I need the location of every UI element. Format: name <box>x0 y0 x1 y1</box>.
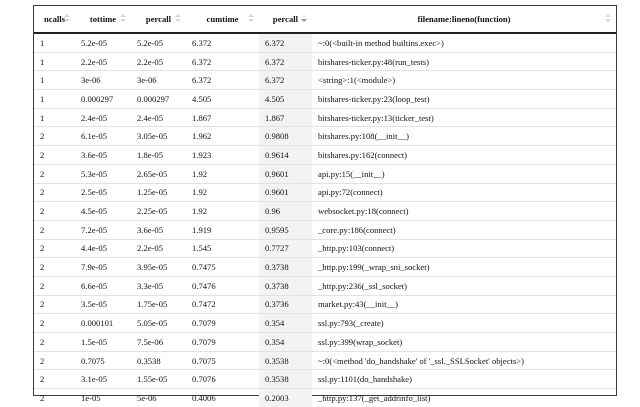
profile-stats-table-container <box>33 5 617 403</box>
table-row <box>34 258 616 277</box>
cell-percall-2: 0.3738 <box>259 276 312 295</box>
table-row <box>34 202 616 221</box>
cell-cumtime: 4.505 <box>186 90 259 109</box>
cell-tottime: 3e-06 <box>75 71 131 90</box>
cell-ncalls: 2 <box>34 276 75 295</box>
cell-percall-1: 1.55e-05 <box>131 370 186 389</box>
column-header-cumtime[interactable] <box>186 6 259 33</box>
cell-ncalls: 2 <box>34 295 75 314</box>
cell-filename: bitshares-ticker.py:23(loop_test) <box>312 90 616 109</box>
cell-cumtime: 1.92 <box>186 183 259 202</box>
cell-percall-2: 0.9614 <box>259 146 312 165</box>
column-header-label: cumtime <box>206 14 239 24</box>
cell-filename: market.py:43(__init__) <box>312 295 616 314</box>
cell-filename: websocket.py:18(connect) <box>312 202 616 221</box>
column-header-ncalls[interactable] <box>34 6 75 33</box>
cell-filename: bitshares.py:162(connect) <box>312 146 616 165</box>
cell-cumtime: 0.7075 <box>186 351 259 370</box>
cell-cumtime: 0.7079 <box>186 314 259 333</box>
cell-filename: _http.py:137(_get_addrinfo_list) <box>312 389 616 407</box>
column-header-percall-2[interactable] <box>259 6 312 33</box>
column-header-label: filename:lineno(function) <box>417 14 511 24</box>
cell-percall-2: 4.505 <box>259 90 312 109</box>
cell-cumtime: 1.92 <box>186 202 259 221</box>
sort-icon <box>248 14 254 24</box>
cell-percall-2: 0.3538 <box>259 351 312 370</box>
cell-cumtime: 1.923 <box>186 146 259 165</box>
cell-ncalls: 2 <box>34 389 75 407</box>
cell-ncalls: 2 <box>34 314 75 333</box>
cell-filename: bitshares.py:108(__init__) <box>312 127 616 146</box>
table-body <box>34 33 616 407</box>
cell-cumtime: 0.4006 <box>186 389 259 407</box>
cell-filename: api.py:72(connect) <box>312 183 616 202</box>
cell-tottime: 0.7075 <box>75 351 131 370</box>
cell-filename: <string>:1(<module>) <box>312 71 616 90</box>
cell-ncalls: 2 <box>34 220 75 239</box>
cell-percall-2: 0.354 <box>259 333 312 352</box>
cell-ncalls: 2 <box>34 333 75 352</box>
table-row <box>34 314 616 333</box>
cell-percall-1: 0.000297 <box>131 90 186 109</box>
cell-tottime: 2.4e-05 <box>75 108 131 127</box>
cell-ncalls: 2 <box>34 183 75 202</box>
cell-tottime: 2.2e-05 <box>75 52 131 71</box>
cell-tottime: 5.2e-05 <box>81 37 108 48</box>
cell-filename: ssl.py:793(_create) <box>312 314 616 333</box>
cell-ncalls: 2 <box>34 127 75 146</box>
cell-percall-2: 0.354 <box>259 314 312 333</box>
cell-cumtime: 1.92 <box>186 164 259 183</box>
cell-filename: ~:0(<built-in method builtins.exec>) <box>318 37 444 48</box>
cell-percall-2: 6.372 <box>259 33 312 52</box>
cell-ncalls: 2 <box>34 164 75 183</box>
table-row <box>34 370 616 389</box>
cell-percall-1: 3.95e-05 <box>131 258 186 277</box>
cell-ncalls: 2 <box>34 258 75 277</box>
cell-cumtime: 0.7076 <box>186 370 259 389</box>
sort-icon <box>64 14 70 24</box>
column-header-filename[interactable] <box>312 6 616 33</box>
cell-ncalls: 1 <box>34 90 75 109</box>
cell-ncalls: 1 <box>34 71 75 90</box>
cell-percall-1: 2.25e-05 <box>131 202 186 221</box>
cell-percall-2: 1.867 <box>259 108 312 127</box>
cell-percall-1: 1.8e-05 <box>131 146 186 165</box>
cell-percall-1: 1.75e-05 <box>131 295 186 314</box>
cell-ncalls: 2 <box>34 202 75 221</box>
cell-tottime: 1.5e-05 <box>75 333 131 352</box>
column-header-label: percall <box>145 14 172 24</box>
table-row <box>34 389 616 407</box>
cell-tottime: 6.6e-05 <box>75 276 131 295</box>
cell-cumtime: 6.372 <box>192 37 212 48</box>
sort-icon <box>175 14 181 24</box>
cell-tottime: 3.5e-05 <box>75 295 131 314</box>
cell-percall-2: 0.3738 <box>259 258 312 277</box>
cell-cumtime: 1.545 <box>186 239 259 258</box>
cell-ncalls: 1 <box>34 108 75 127</box>
table-row <box>34 164 616 183</box>
table-row <box>34 127 616 146</box>
cell-filename: _http.py:199(_wrap_sni_socket) <box>312 258 616 277</box>
table-row <box>34 71 616 90</box>
cell-ncalls: 1 <box>40 37 45 48</box>
cell-percall-1: 2.65e-05 <box>131 164 186 183</box>
cell-cumtime: 0.7079 <box>186 333 259 352</box>
cell-cumtime: 6.372 <box>186 52 259 71</box>
header-row <box>34 6 616 33</box>
cell-tottime: 3.1e-05 <box>75 370 131 389</box>
table-row <box>34 108 616 127</box>
table-row <box>34 239 616 258</box>
cell-filename: bitshares-ticker.py:13(ticker_test) <box>312 108 616 127</box>
cell-percall-1: 3.6e-05 <box>131 220 186 239</box>
cell-tottime: 0.000297 <box>75 90 131 109</box>
cell-ncalls: 2 <box>34 370 75 389</box>
cell-cumtime: 0.7476 <box>186 276 259 295</box>
cell-percall-2: 0.9601 <box>259 164 312 183</box>
cell-tottime: 1e-05 <box>75 389 131 407</box>
cell-tottime: 7.9e-05 <box>75 258 131 277</box>
cell-filename: _http.py:103(connect) <box>312 239 616 258</box>
cell-ncalls: 1 <box>34 52 75 71</box>
cell-ncalls: 2 <box>34 146 75 165</box>
cell-percall-1: 2.2e-05 <box>131 239 186 258</box>
sort-icon <box>605 14 611 24</box>
cell-percall-1: 2.2e-05 <box>131 52 186 71</box>
column-header-label: ncalls <box>43 14 65 24</box>
cell-cumtime: 0.7472 <box>186 295 259 314</box>
cell-percall-1: 0.3538 <box>131 351 186 370</box>
cell-percall-1: 3.3e-05 <box>131 276 186 295</box>
cell-percall-1: 2.4e-05 <box>131 108 186 127</box>
cell-tottime: 5.3e-05 <box>75 164 131 183</box>
column-header-tottime[interactable] <box>75 6 131 33</box>
cell-percall-2: 0.9601 <box>259 183 312 202</box>
cell-percall-2: 0.7727 <box>259 239 312 258</box>
table-row <box>34 276 616 295</box>
cell-tottime: 4.5e-05 <box>75 202 131 221</box>
cell-cumtime: 1.919 <box>186 220 259 239</box>
cell-cumtime: 1.867 <box>186 108 259 127</box>
cell-percall-1: 3.05e-05 <box>131 127 186 146</box>
cell-tottime: 3.6e-05 <box>75 146 131 165</box>
cell-filename: _core.py:186(connect) <box>312 220 616 239</box>
cell-percall-2: 6.372 <box>259 52 312 71</box>
cell-filename: ~:0(<method 'do_handshake' of '_ssl._SSLSocket' objects>) <box>312 351 616 370</box>
cell-ncalls: 2 <box>34 351 75 370</box>
table-row <box>34 295 616 314</box>
cell-percall-2: 0.2003 <box>259 389 312 407</box>
cell-percall-2: 0.3736 <box>259 295 312 314</box>
cell-percall-2: 0.9808 <box>259 127 312 146</box>
cell-percall-1: 5.05e-05 <box>131 314 186 333</box>
cell-cumtime: 6.372 <box>186 71 259 90</box>
cell-percall-1: 7.5e-06 <box>131 333 186 352</box>
column-header-percall-1[interactable] <box>131 6 186 33</box>
cell-filename: ssl.py:399(wrap_socket) <box>312 333 616 352</box>
cell-tottime: 0.000101 <box>75 314 131 333</box>
sort-icon <box>120 14 126 24</box>
cell-ncalls: 2 <box>34 239 75 258</box>
table-row <box>34 220 616 239</box>
table-row <box>34 52 616 71</box>
cell-tottime: 7.2e-05 <box>75 220 131 239</box>
table-row <box>34 183 616 202</box>
table-row <box>34 146 616 165</box>
cell-tottime: 4.4e-05 <box>75 239 131 258</box>
cell-cumtime: 0.7475 <box>186 258 259 277</box>
cell-tottime: 2.5e-05 <box>75 183 131 202</box>
profile-stats-table <box>34 6 616 407</box>
sort-descending-icon <box>301 14 307 24</box>
column-header-label: tottime <box>89 14 117 24</box>
cell-percall-2: 0.3538 <box>259 370 312 389</box>
cell-filename: _http.py:236(_ssl_socket) <box>312 276 616 295</box>
cell-tottime: 6.1e-05 <box>75 127 131 146</box>
table-row <box>34 351 616 370</box>
cell-cumtime: 1.962 <box>186 127 259 146</box>
column-header-label: percall <box>272 14 299 24</box>
cell-percall-1: 1.25e-05 <box>131 183 186 202</box>
cell-percall-1: 5.2e-05 <box>137 37 164 48</box>
cell-percall-2: 6.372 <box>259 71 312 90</box>
cell-filename: api.py:15(__init__) <box>312 164 616 183</box>
cell-percall-1: 3e-06 <box>131 71 186 90</box>
cell-percall-2: 0.96 <box>259 202 312 221</box>
cell-percall-1: 5e-06 <box>131 389 186 407</box>
table-row <box>34 33 616 52</box>
table-row <box>34 90 616 109</box>
cell-filename: bitshares-ticker.py:48(run_tests) <box>312 52 616 71</box>
cell-filename: ssl.py:1101(do_handshake) <box>312 370 616 389</box>
cell-percall-2: 0.9595 <box>259 220 312 239</box>
table-row <box>34 333 616 352</box>
